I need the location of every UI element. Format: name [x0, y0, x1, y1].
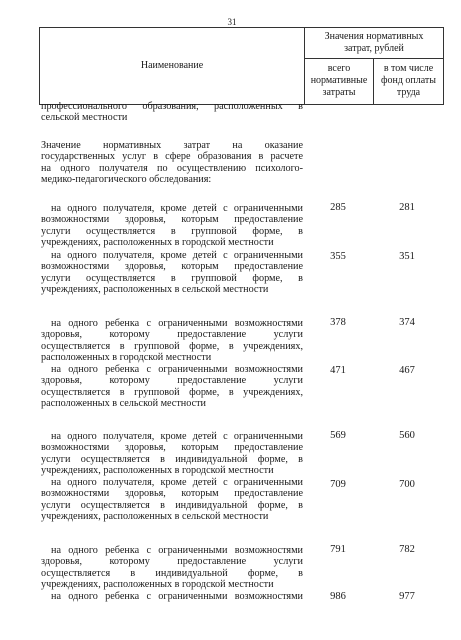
header-name-column: Наименование — [140, 60, 204, 71]
row-5-text: на одного получателя, кроме детей с ограниченными возможностями здоровья, которым предоставление услуги осуществляется в индивидуальной форме, в учреждениях, расположенных в городской местности — [41, 431, 303, 476]
row-6-salary: 700 — [399, 479, 415, 490]
row-7-text: на одного ребенка с ограниченными возможностями здоровья, которому предоставление услуги осуществляется в индивидуальной форме, в учреждениях, расположенных в городской местности — [41, 545, 303, 590]
row-1-text: на одного получателя, кроме детей с ограниченными возможностями здоровья, которым предоставление услуги осуществляется в групповой форме, в учреждениях, расположенных в городской местности — [41, 203, 303, 248]
row-7-salary: 782 — [399, 544, 415, 555]
row-1-total: 285 — [330, 202, 346, 213]
row-1-salary: 281 — [399, 202, 415, 213]
header-divider-values — [304, 58, 444, 59]
row-3-total: 378 — [330, 317, 346, 328]
row-4-text: на одного ребенка с ограниченными возможностями здоровья, которому предоставление услуги осуществляется в групповой форме, в учреждениях, расположенных в сельской местности — [41, 364, 303, 409]
row-2-salary: 351 — [399, 251, 415, 262]
header-total-column: всего нормативные затраты — [310, 63, 368, 98]
row-6-text: на одного получателя, кроме детей с ограниченными возможностями здоровья, которым предоставление услуги осуществляется в индивидуальной форме, в учреждениях, расположенных в сельской местности — [41, 477, 303, 522]
row-6-total: 709 — [330, 479, 346, 490]
header-values-title: Значения нормативных затрат, рублей — [324, 31, 424, 54]
header-salary-column: в том числе фонд оплаты труда — [380, 63, 437, 98]
row-4-salary: 467 — [399, 365, 415, 376]
page-number: 31 — [227, 17, 237, 27]
header-right-border — [443, 27, 444, 105]
section-title: Значение нормативных затрат на оказание государственных услуг в сфере образования в расчете на одного получателя по осуществлению психолого- медико-педагогического обследования: — [41, 140, 303, 185]
row-3-salary: 374 — [399, 317, 415, 328]
row-8-text: на одного ребенка с ограниченными возможностями — [51, 591, 303, 602]
intro-continuation: профессионального образования, расположенных в сельской местности — [41, 101, 303, 124]
row-3-text: на одного ребенка с ограниченными возможностями здоровья, которому предоставление услуги осуществляется в групповой форме, в учреждениях, расположенных в городской местности — [41, 318, 303, 363]
row-2-text: на одного получателя, кроме детей с ограниченными возможностями здоровья, которым предоставление услуги осуществляется в групповой форме, в учреждениях, расположенных в сельской местности — [41, 250, 303, 295]
row-8-total: 986 — [330, 591, 346, 602]
row-8-salary: 977 — [399, 591, 415, 602]
row-4-total: 471 — [330, 365, 346, 376]
row-7-total: 791 — [330, 544, 346, 555]
row-5-salary: 560 — [399, 430, 415, 441]
row-5-total: 569 — [330, 430, 346, 441]
header-top-border — [39, 27, 443, 28]
row-2-total: 355 — [330, 251, 346, 262]
